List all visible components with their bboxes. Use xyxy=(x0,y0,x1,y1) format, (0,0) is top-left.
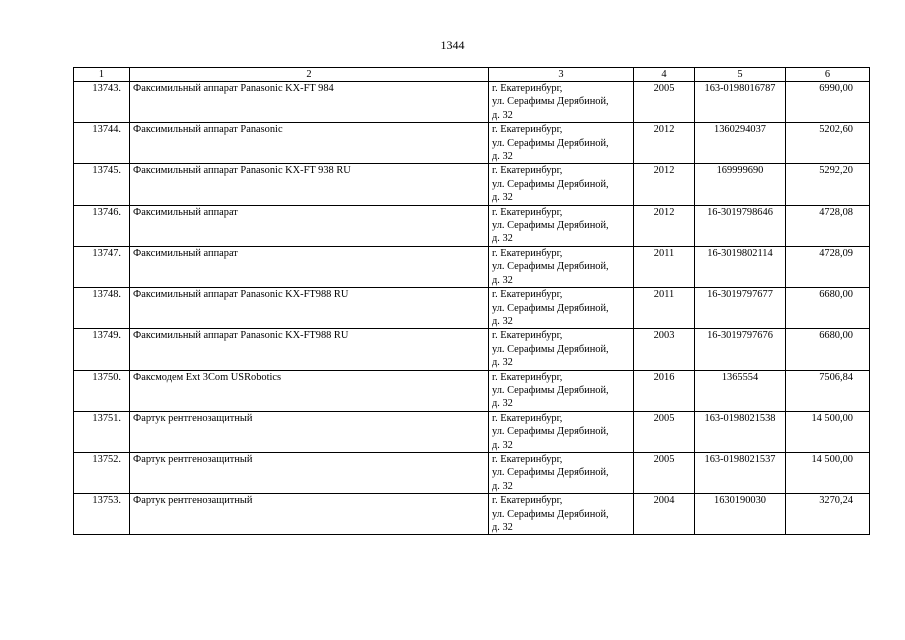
table-body xyxy=(74,82,870,535)
item-year: 2005 xyxy=(634,82,695,123)
item-year: 2012 xyxy=(634,164,695,205)
row-number: 13748. xyxy=(74,288,130,329)
column-number-row xyxy=(74,68,870,82)
address-line: ул. Серафимы Дерябиной, xyxy=(492,220,609,232)
table-row xyxy=(74,494,870,535)
item-cost: 4728,08 xyxy=(786,205,870,246)
address-line: д. 32 xyxy=(492,151,513,163)
item-address xyxy=(489,164,634,205)
row-number: 13753. xyxy=(74,494,130,535)
table-row xyxy=(74,288,870,329)
item-cost: 7506,84 xyxy=(786,370,870,411)
inventory-number: 169999690 xyxy=(695,164,786,205)
item-address xyxy=(489,205,634,246)
inventory-number: 1365554 xyxy=(695,370,786,411)
item-address xyxy=(489,246,634,287)
item-name: Фартук рентгенозащитный xyxy=(130,494,489,535)
address-line: ул. Серафимы Дерябиной, xyxy=(492,343,609,355)
address-line: д. 32 xyxy=(492,233,513,245)
address-line: ул. Серафимы Дерябиной, xyxy=(492,96,609,108)
row-number: 13744. xyxy=(74,123,130,164)
item-year: 2004 xyxy=(634,494,695,535)
table-row xyxy=(74,370,870,411)
address-line: д. 32 xyxy=(492,192,513,204)
inventory-number: 163-0198021537 xyxy=(695,452,786,493)
address-line: ул. Серафимы Дерябиной, xyxy=(492,508,609,520)
row-number: 13746. xyxy=(74,205,130,246)
table-row xyxy=(74,123,870,164)
item-name: Факсимильный аппарат Panasonic KX-FT 938 RU xyxy=(130,164,489,205)
item-name: Факсимильный аппарат Panasonic KX-FT988 RU xyxy=(130,329,489,370)
item-cost: 5202,60 xyxy=(786,123,870,164)
table-header xyxy=(74,68,870,82)
item-address xyxy=(489,288,634,329)
address-line: г. Екатеринбург, xyxy=(492,495,563,507)
address-line: г. Екатеринбург, xyxy=(492,412,563,424)
item-year: 2012 xyxy=(634,123,695,164)
item-address xyxy=(489,123,634,164)
address-line: г. Екатеринбург, xyxy=(492,83,563,94)
item-cost: 6680,00 xyxy=(786,288,870,329)
item-cost: 5292,20 xyxy=(786,164,870,205)
address-line: г. Екатеринбург, xyxy=(492,165,563,177)
address-line: д. 32 xyxy=(492,398,513,410)
column-header-1: 1 xyxy=(74,68,130,82)
row-number: 13751. xyxy=(74,411,130,452)
table-row xyxy=(74,82,870,123)
item-year: 2011 xyxy=(634,246,695,287)
address-line: ул. Серафимы Дерябиной, xyxy=(492,384,609,396)
table-row xyxy=(74,411,870,452)
address-line: г. Екатеринбург, xyxy=(492,206,563,218)
address-line: г. Екатеринбург, xyxy=(492,453,563,465)
address-line: д. 32 xyxy=(492,439,513,451)
item-address xyxy=(489,82,634,123)
item-cost: 3270,24 xyxy=(786,494,870,535)
item-name: Факсимильный аппарат Panasonic xyxy=(130,123,489,164)
inventory-number: 16-3019797676 xyxy=(695,329,786,370)
address-line: ул. Серафимы Дерябиной, xyxy=(492,137,609,149)
item-cost: 6990,00 xyxy=(786,82,870,123)
item-name: Факсимильный аппарат Panasonic KX-FT 984 xyxy=(130,82,489,123)
row-number: 13749. xyxy=(74,329,130,370)
address-line: д. 32 xyxy=(492,274,513,286)
address-line: г. Екатеринбург, xyxy=(492,371,563,383)
row-number: 13745. xyxy=(74,164,130,205)
address-line: ул. Серафимы Дерябиной, xyxy=(492,302,609,314)
inventory-number: 163-0198021538 xyxy=(695,411,786,452)
item-cost: 14 500,00 xyxy=(786,411,870,452)
inventory-number: 163-0198016787 xyxy=(695,82,786,123)
address-line: г. Екатеринбург, xyxy=(492,330,563,342)
address-line: г. Екатеринбург, xyxy=(492,124,563,136)
item-name: Факсимильный аппарат xyxy=(130,246,489,287)
table-row xyxy=(74,452,870,493)
item-year: 2005 xyxy=(634,452,695,493)
item-cost: 14 500,00 xyxy=(786,452,870,493)
row-number: 13752. xyxy=(74,452,130,493)
item-cost: 6680,00 xyxy=(786,329,870,370)
item-address xyxy=(489,370,634,411)
address-line: д. 32 xyxy=(492,315,513,327)
item-address xyxy=(489,411,634,452)
column-header-5: 5 xyxy=(695,68,786,82)
address-line: ул. Серафимы Дерябиной, xyxy=(492,261,609,273)
address-line: г. Екатеринбург, xyxy=(492,289,563,301)
column-header-3: 3 xyxy=(489,68,634,82)
inventory-number: 16-3019802114 xyxy=(695,246,786,287)
row-number: 13747. xyxy=(74,246,130,287)
item-year: 2005 xyxy=(634,411,695,452)
inventory-number: 16-3019797677 xyxy=(695,288,786,329)
item-name: Факсимильный аппарат Panasonic KX-FT988 RU xyxy=(130,288,489,329)
inventory-number: 16-3019798646 xyxy=(695,205,786,246)
item-address xyxy=(489,329,634,370)
item-address xyxy=(489,494,634,535)
column-header-4: 4 xyxy=(634,68,695,82)
item-name: Факсмодем Ext 3Com USRobotics xyxy=(130,370,489,411)
table-row xyxy=(74,329,870,370)
address-line: ул. Серафимы Дерябиной, xyxy=(492,426,609,438)
address-line: д. 32 xyxy=(492,109,513,121)
table-row xyxy=(74,246,870,287)
item-name: Факсимильный аппарат xyxy=(130,205,489,246)
item-cost: 4728,09 xyxy=(786,246,870,287)
row-number: 13750. xyxy=(74,370,130,411)
page-number: 1344 xyxy=(440,38,465,52)
property-registry-table xyxy=(73,67,870,535)
address-line: ул. Серафимы Дерябиной, xyxy=(492,467,609,479)
item-address xyxy=(489,452,634,493)
inventory-number: 1360294037 xyxy=(695,123,786,164)
column-header-6: 6 xyxy=(786,68,870,82)
address-line: д. 32 xyxy=(492,357,513,369)
row-number: 13743. xyxy=(74,82,130,123)
item-name: Фартук рентгенозащитный xyxy=(130,411,489,452)
table-row xyxy=(74,164,870,205)
item-year: 2016 xyxy=(634,370,695,411)
address-line: ул. Серафимы Дерябиной, xyxy=(492,178,609,190)
item-year: 2003 xyxy=(634,329,695,370)
address-line: д. 32 xyxy=(492,522,513,533)
inventory-number: 1630190030 xyxy=(695,494,786,535)
item-name: Фартук рентгенозащитный xyxy=(130,452,489,493)
address-line: г. Екатеринбург, xyxy=(492,247,563,259)
address-line: д. 32 xyxy=(492,480,513,492)
column-header-2: 2 xyxy=(130,68,489,82)
item-year: 2012 xyxy=(634,205,695,246)
table-row xyxy=(74,205,870,246)
item-year: 2011 xyxy=(634,288,695,329)
